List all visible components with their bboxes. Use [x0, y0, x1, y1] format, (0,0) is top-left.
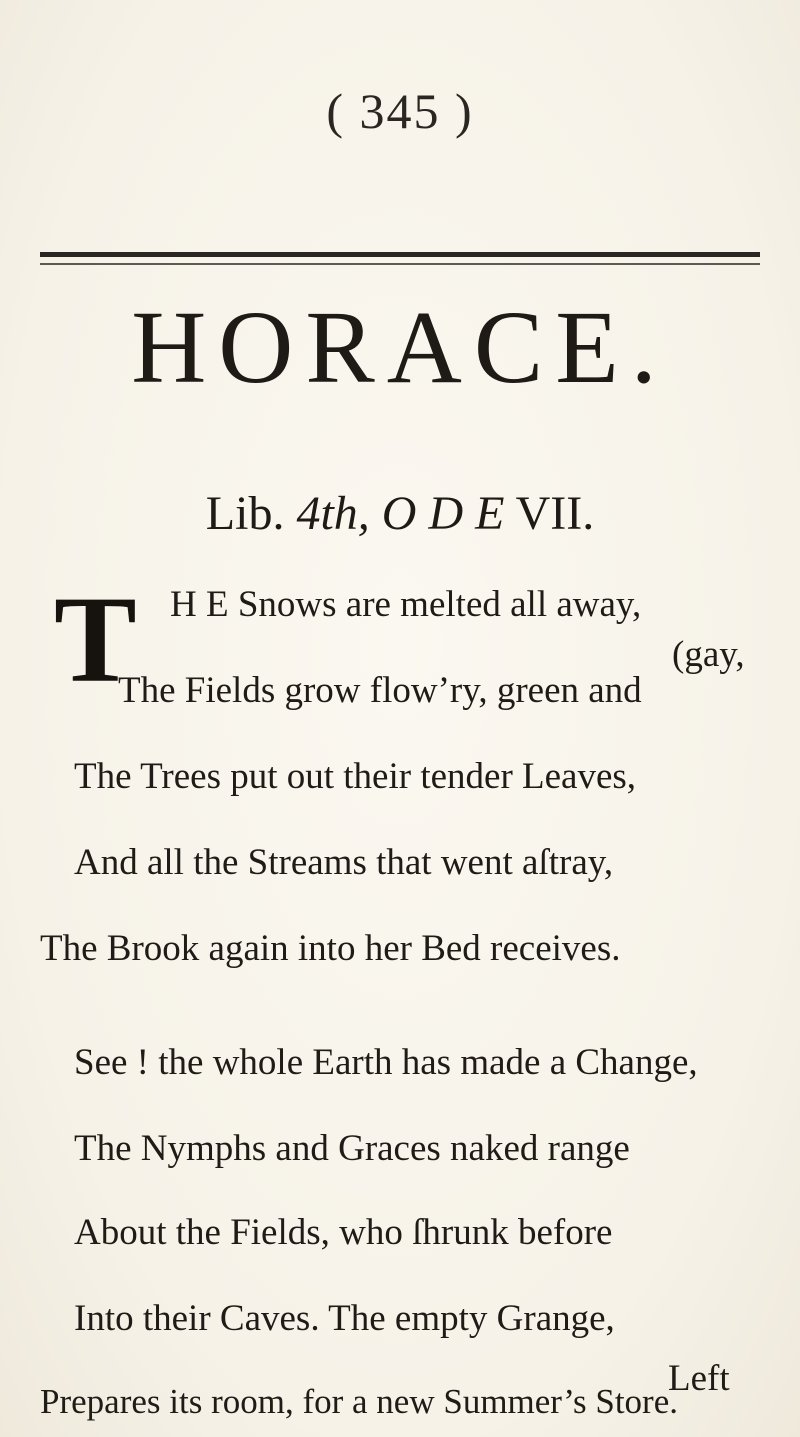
- ode-heading: [0, 487, 800, 540]
- drop-cap: T: [54, 571, 137, 708]
- ode-number: VII.: [515, 487, 595, 540]
- stanza-2-line-2: The Nymphs and Graces naked range: [74, 1128, 630, 1169]
- ode-label: O D E: [381, 487, 505, 540]
- book-number: 4th,: [296, 487, 370, 540]
- header-rule-thick: [40, 252, 760, 257]
- catchword: Left: [668, 1358, 730, 1399]
- running-title: HORACE.: [131, 290, 669, 405]
- page-number: ( 345 ): [326, 83, 474, 139]
- stanza-1-line-4: And all the Streams that went aſtray,: [74, 842, 614, 883]
- turnover-word: (gay,: [672, 634, 745, 675]
- stanza-1-line-1: H E Snows are melted all away,: [170, 584, 642, 625]
- book-label: Lib.: [205, 487, 285, 540]
- stanza-1-line-3: The Trees put out their tender Leaves,: [74, 756, 637, 797]
- stanza-1-line-5: The Brook again into her Bed receives.: [40, 928, 621, 969]
- stanza-2-line-1: See ! the whole Earth has made a Change,: [74, 1042, 698, 1083]
- stanza-1-line-2: The Fields grow flow’ry, green and: [118, 670, 642, 711]
- stanza-2-line-5: Prepares its room, for a new Summer’s Store.: [40, 1382, 678, 1421]
- stanza-2-line-3: About the Fields, who ſhrunk before: [74, 1212, 613, 1253]
- header-rule-thin: [40, 263, 760, 265]
- stanza-2-line-4: Into their Caves. The empty Grange,: [74, 1298, 615, 1339]
